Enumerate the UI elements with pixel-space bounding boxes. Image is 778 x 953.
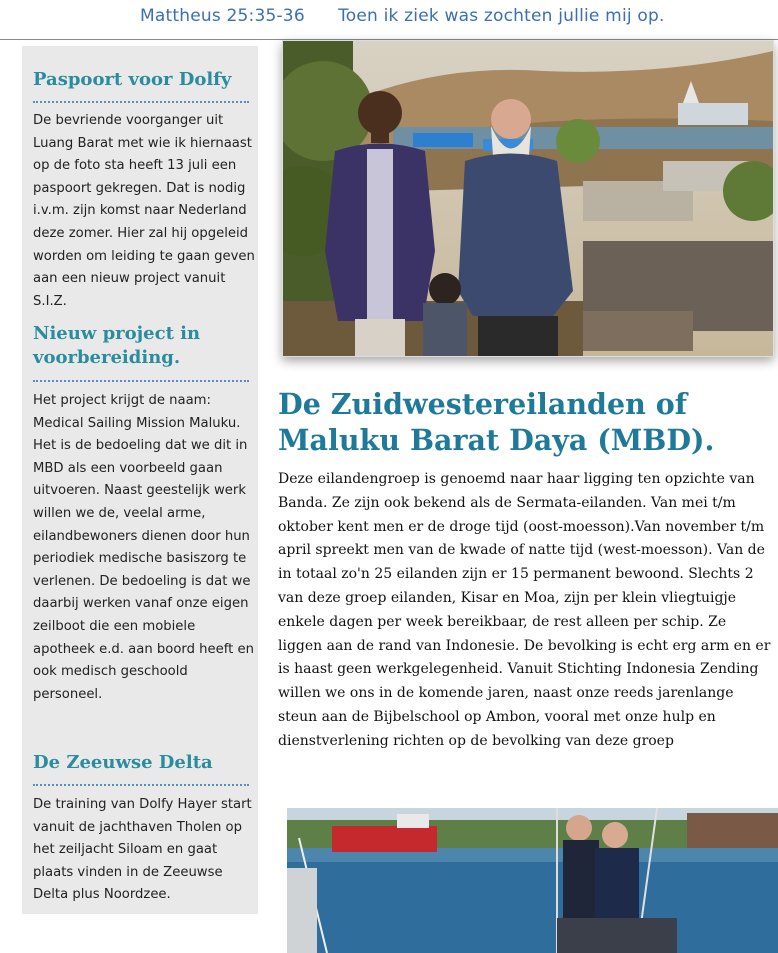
photo-harbour-illustration bbox=[287, 808, 778, 953]
section-body-zeeuwse-delta: De training van Dolfy Hayer start vanuit de jachthaven Tholen op het zeiljacht Siloam en gaat plaats vinden in de Zeeuwse Delta plus Noordzee. bbox=[33, 797, 252, 903]
photo-harbour bbox=[287, 808, 778, 953]
sidebar bbox=[22, 46, 258, 914]
photo-village-portrait bbox=[282, 40, 774, 357]
section-title-zeeuwse-delta: De Zeeuwse Delta bbox=[33, 752, 213, 773]
bible-verse bbox=[140, 6, 665, 26]
page-header bbox=[0, 0, 778, 40]
article-title: De Zuidwestereilanden of Maluku Barat Daya (MBD). bbox=[278, 387, 715, 457]
section-title-new-project: Nieuw project in voorbereiding. bbox=[33, 323, 201, 368]
verse-reference: Mattheus 25:35-36 bbox=[140, 6, 305, 26]
section-divider bbox=[33, 380, 249, 382]
section-title-passport: Paspoort voor Dolfy bbox=[33, 69, 232, 90]
article-body: Deze eilandengroep is genoemd naar haar ligging ten opzichte van Banda. Ze zijn ook bekend als de Sermata-eilanden. Van mei t/m oktober kent men er de droge tijd (oost-moesson).Van november t/m april spreekt men van de kwade of natte tijd (west-moesson). Van de in totaal zo'n 25 eilanden zijn er 15 permanent bewoond. Slechts 2 van deze groep eilanden, Kisar en Moa, zijn per klein vliegtuigje enkele dagen per week bereikbaar, de rest alleen per schip. Ze liggen aan de rand van Indonesie. De bevolking is echt erg arm en er is haast geen werkgelegenheid. Vanuit Stichting Indonesia Zending willen we ons in de komende jaren, naast onze reeds jarenlange steun aan de Bijbelschool op Ambon, vooral met onze hulp en dienstverlening richten op de bevolking van deze groep bbox=[278, 471, 771, 749]
verse-text: Toen ik ziek was zochten jullie mij op. bbox=[338, 6, 665, 26]
section-divider bbox=[33, 101, 249, 103]
photo-village-illustration bbox=[283, 41, 773, 356]
section-body-new-project: Het project krijgt de naam: Medical Sailing Mission Maluku. Het is de bedoeling dat we dit in MBD als een voorbeeld gaan uitvoeren. Naast geestelijk werk willen we de, veelal arme, eilandbewoners dienen door hun periodiek medische basiszorg te verlenen. De bedoeling is dat we daarbij werken vanaf onze eigen zeilboot die een mobiele apotheek e.d. aan boord heeft en ook medisch geschoold personeel. bbox=[33, 393, 254, 702]
section-body-passport: De bevriende voorganger uit Luang Barat met wie ik hiernaast op de foto sta heeft 13 juli een paspoort gekregen. Dat is nodig i.v.m. zijn komst naar Nederland deze zomer. Hier zal hij opgeleid worden om leiding te gaan geven aan een nieuw project vanuit S.I.Z. bbox=[33, 113, 255, 309]
section-divider bbox=[33, 784, 249, 786]
